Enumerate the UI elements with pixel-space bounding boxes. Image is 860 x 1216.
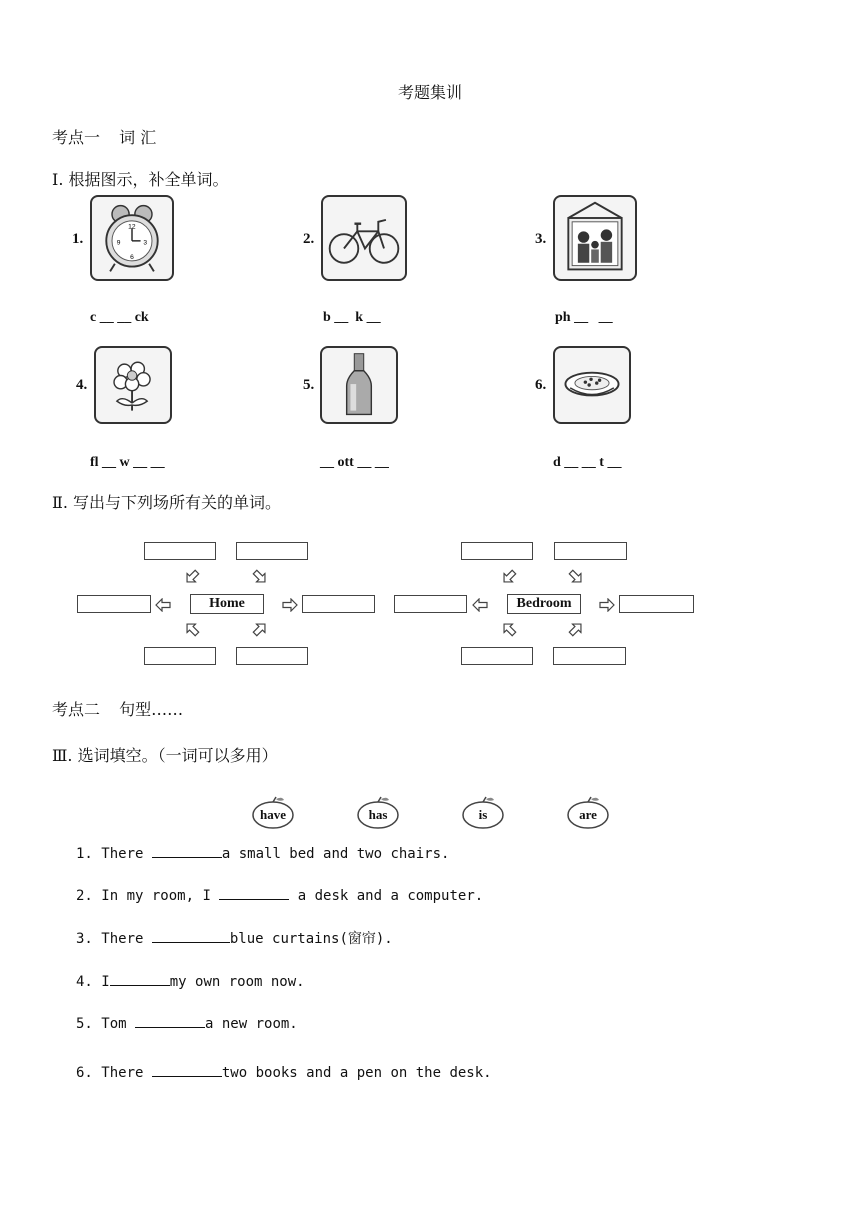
arrow-left-icon xyxy=(472,598,488,612)
answer-blank[interactable] xyxy=(152,843,222,858)
item-number-1: 1. xyxy=(72,231,84,247)
point2-name: 句型…… xyxy=(119,700,184,719)
arrow-down-left-icon xyxy=(498,618,519,639)
answer-blank[interactable] xyxy=(152,1062,222,1077)
point1-name: 词 汇 xyxy=(119,128,157,147)
question-2 xyxy=(76,885,483,904)
arrow-right-icon xyxy=(282,598,298,612)
section3-heading: Ⅲ. 选词填空。（一词可以多用） xyxy=(52,746,278,765)
point1-label xyxy=(52,125,156,148)
arrow-up-left-icon xyxy=(498,566,519,587)
question-number: 2. xyxy=(76,888,93,904)
arrow-down-right-icon xyxy=(565,618,586,639)
item-answer-3: ph __ __ xyxy=(555,310,613,325)
question-text-before: There xyxy=(101,846,152,862)
word-bank-apple xyxy=(251,796,295,830)
bicycle-icon xyxy=(321,195,407,281)
question-number: 1. xyxy=(76,846,93,862)
item-answer-6: d __ __ t __ xyxy=(553,455,622,470)
word-bank-apple xyxy=(566,796,610,830)
question-text-after: two books and a pen on the desk. xyxy=(221,1065,492,1081)
answer-box[interactable] xyxy=(461,542,533,560)
question-text-before: I xyxy=(101,974,110,990)
word-bank-word: are xyxy=(579,807,597,822)
word-bank-word: have xyxy=(260,807,286,822)
bedroom-center-label: Bedroom xyxy=(507,594,581,614)
item-answer-5: __ ott __ __ xyxy=(320,455,389,470)
dish-icon xyxy=(553,346,631,424)
answer-box[interactable] xyxy=(394,595,467,613)
arrow-up-right-icon xyxy=(565,566,586,587)
section1-heading: Ⅰ. 根据图示，补全单词。 xyxy=(52,170,229,189)
question-text-before: In my room, I xyxy=(101,888,220,904)
bottle-icon xyxy=(320,346,398,424)
question-5 xyxy=(76,1013,298,1032)
point2-label xyxy=(52,697,183,720)
question-text-after: my own room now. xyxy=(169,974,305,990)
question-number: 5. xyxy=(76,1016,93,1032)
question-text-before: Tom xyxy=(101,1016,136,1032)
question-3 xyxy=(76,928,393,948)
answer-box[interactable] xyxy=(236,542,308,560)
answer-blank[interactable] xyxy=(152,928,230,943)
point2-label-text: 考点二 xyxy=(52,700,101,719)
answer-blank[interactable] xyxy=(135,1013,205,1028)
item-number-4: 4. xyxy=(76,377,88,393)
section2-heading: Ⅱ. 写出与下列场所有关的单词。 xyxy=(52,493,282,512)
point1-label-text: 考点一 xyxy=(52,128,101,147)
item-number-2: 2. xyxy=(303,231,315,247)
question-text-before: There xyxy=(101,931,152,947)
question-4 xyxy=(76,971,305,990)
question-1 xyxy=(76,843,449,862)
arrow-down-right-icon xyxy=(249,618,270,639)
answer-blank[interactable] xyxy=(219,885,289,900)
question-text-after: a small bed and two chairs. xyxy=(221,846,450,862)
answer-blank[interactable] xyxy=(110,971,170,986)
item-number-5: 5. xyxy=(303,377,315,393)
flower-icon xyxy=(94,346,172,424)
family-photo-icon xyxy=(553,195,637,281)
question-6 xyxy=(76,1062,492,1081)
arrow-down-left-icon xyxy=(181,618,202,639)
arrow-left-icon xyxy=(155,598,171,612)
question-number: 4. xyxy=(76,974,93,990)
question-text-before: There xyxy=(101,1065,152,1081)
item-number-3: 3. xyxy=(535,231,547,247)
arrow-right-icon xyxy=(599,598,615,612)
word-bank-word: is xyxy=(478,807,488,822)
item-answer-2: b __ k __ xyxy=(323,310,381,325)
arrow-up-left-icon xyxy=(181,566,202,587)
item-answer-4: fl __ w __ __ xyxy=(90,455,165,470)
item-number-6: 6. xyxy=(535,377,547,393)
question-text-after: a desk and a computer. xyxy=(289,888,484,904)
answer-box[interactable] xyxy=(77,595,151,613)
word-bank-apple xyxy=(356,796,400,830)
svg-text:9: 9 xyxy=(116,239,121,247)
answer-box[interactable] xyxy=(619,595,694,613)
word-bank-word: has xyxy=(368,807,388,822)
answer-box[interactable] xyxy=(302,595,375,613)
question-number: 3. xyxy=(76,931,93,947)
svg-text:6: 6 xyxy=(130,253,134,261)
question-text-after: a new room. xyxy=(205,1016,298,1032)
answer-box[interactable] xyxy=(144,542,216,560)
page-title: 考题集训 xyxy=(397,83,462,102)
answer-box[interactable] xyxy=(144,647,216,665)
answer-box[interactable] xyxy=(554,542,627,560)
arrow-up-right-icon xyxy=(249,566,270,587)
question-text-after: blue curtains(窗帘). xyxy=(229,931,393,947)
item-answer-1: c __ __ ck xyxy=(90,310,149,325)
svg-text:12: 12 xyxy=(128,223,136,231)
question-number: 6. xyxy=(76,1065,93,1081)
alarm-clock-icon xyxy=(90,195,174,281)
answer-box[interactable] xyxy=(236,647,308,665)
svg-text:3: 3 xyxy=(143,239,148,247)
answer-box[interactable] xyxy=(461,647,533,665)
word-bank-apple xyxy=(461,796,505,830)
answer-box[interactable] xyxy=(553,647,626,665)
home-center-label: Home xyxy=(190,594,264,614)
